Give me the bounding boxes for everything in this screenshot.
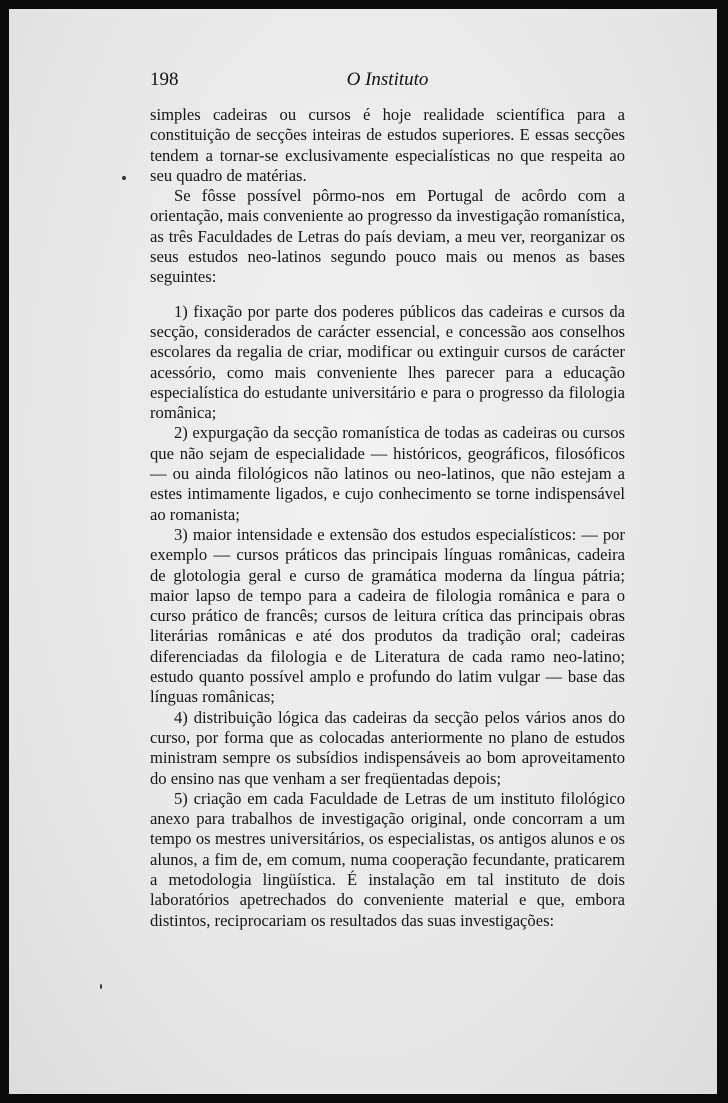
running-title: O Instituto: [346, 69, 429, 90]
paragraph-continuation: simples cadeiras ou cursos é hoje realidade scientífica para a constituição de secções inteiras de estudos superiores. E essas secções tendem a tornar-se exclusivamente especialísticas no que respeita ao seu quadro de matérias.: [150, 105, 625, 185]
body-text: [150, 105, 625, 931]
paper-speck: [122, 176, 126, 180]
list-item-3: 3) maior intensidade e extensão dos estudos especialísticos: — por exemplo — cursos práticos das principais línguas românicas, cadeira de glotologia geral e curso de gramática moderna da língua pátria; maior lapso de tempo para a cadeira de filologia românica e para o curso prático de francês; cursos de leitura crítica das principais obras literárias românicas e até dos produtos da tradição oral; cadeiras diferenciadas da filologia e de Literatura de cada ramo neo-latino; estudo quanto possível amplo e profundo do latim vulgar — base das línguas românicas;: [150, 524, 625, 707]
page-header: [150, 69, 625, 97]
paragraph-intro: Se fôsse possível pôrmo-nos em Portugal de acôrdo com a orientação, mais conveniente ao progresso da investigação romanística, as três Faculdades de Letras do país deviam, a meu ver, reorganizar os seus estudos neo-latinos segundo pouco mais ou menos as bases seguintes:: [150, 186, 625, 287]
list-item-2: 2) expurgação da secção romanística de todas as cadeiras ou cursos que não sejam de especialidade — históricos, geográficos, filosóficos — ou ainda filológicos não latinos ou neo-latinos, que não estejam a estes intimamente ligados, e cujo conhecimento se torne indispensável ao romanista;: [150, 423, 625, 524]
paper-speck: [100, 984, 102, 989]
list-item-4: 4) distribuição lógica das cadeiras da secção pelos vários anos do curso, por forma que as colocadas anteriormente no plano de estudos ministram sempre os subsídios indispensáveis ao bom aproveitamento do ensino nas que venham a ser freqüentadas depois;: [150, 707, 625, 788]
list-item-1: 1) fixação por parte dos poderes públicos das cadeiras e cursos da secção, considerados de carácter essencial, e concessão aos conselhos escolares da regalia de criar, modificar ou extinguir cursos de carácter acessório, como mais conveniente lhes parecer para a educação especialística do estudante universitário e para o progresso da filologia românica;: [150, 301, 625, 423]
list-item-5: 5) criação em cada Faculdade de Letras de um instituto filológico anexo para trabalhos de investigação original, onde concorram a um tempo os mestres universitários, os especialistas, os antigos alunos e os alunos, a fim de, em comum, numa cooperação fecundante, praticarem a metodologia lingüística. É instalação em tal instituto de dois laboratórios apetrechados do conveniente material e que, embora distintos, reciprocariam os resultados das suas investigações:: [150, 788, 625, 930]
page-number: 198: [150, 69, 179, 90]
book-page: [9, 9, 717, 1094]
